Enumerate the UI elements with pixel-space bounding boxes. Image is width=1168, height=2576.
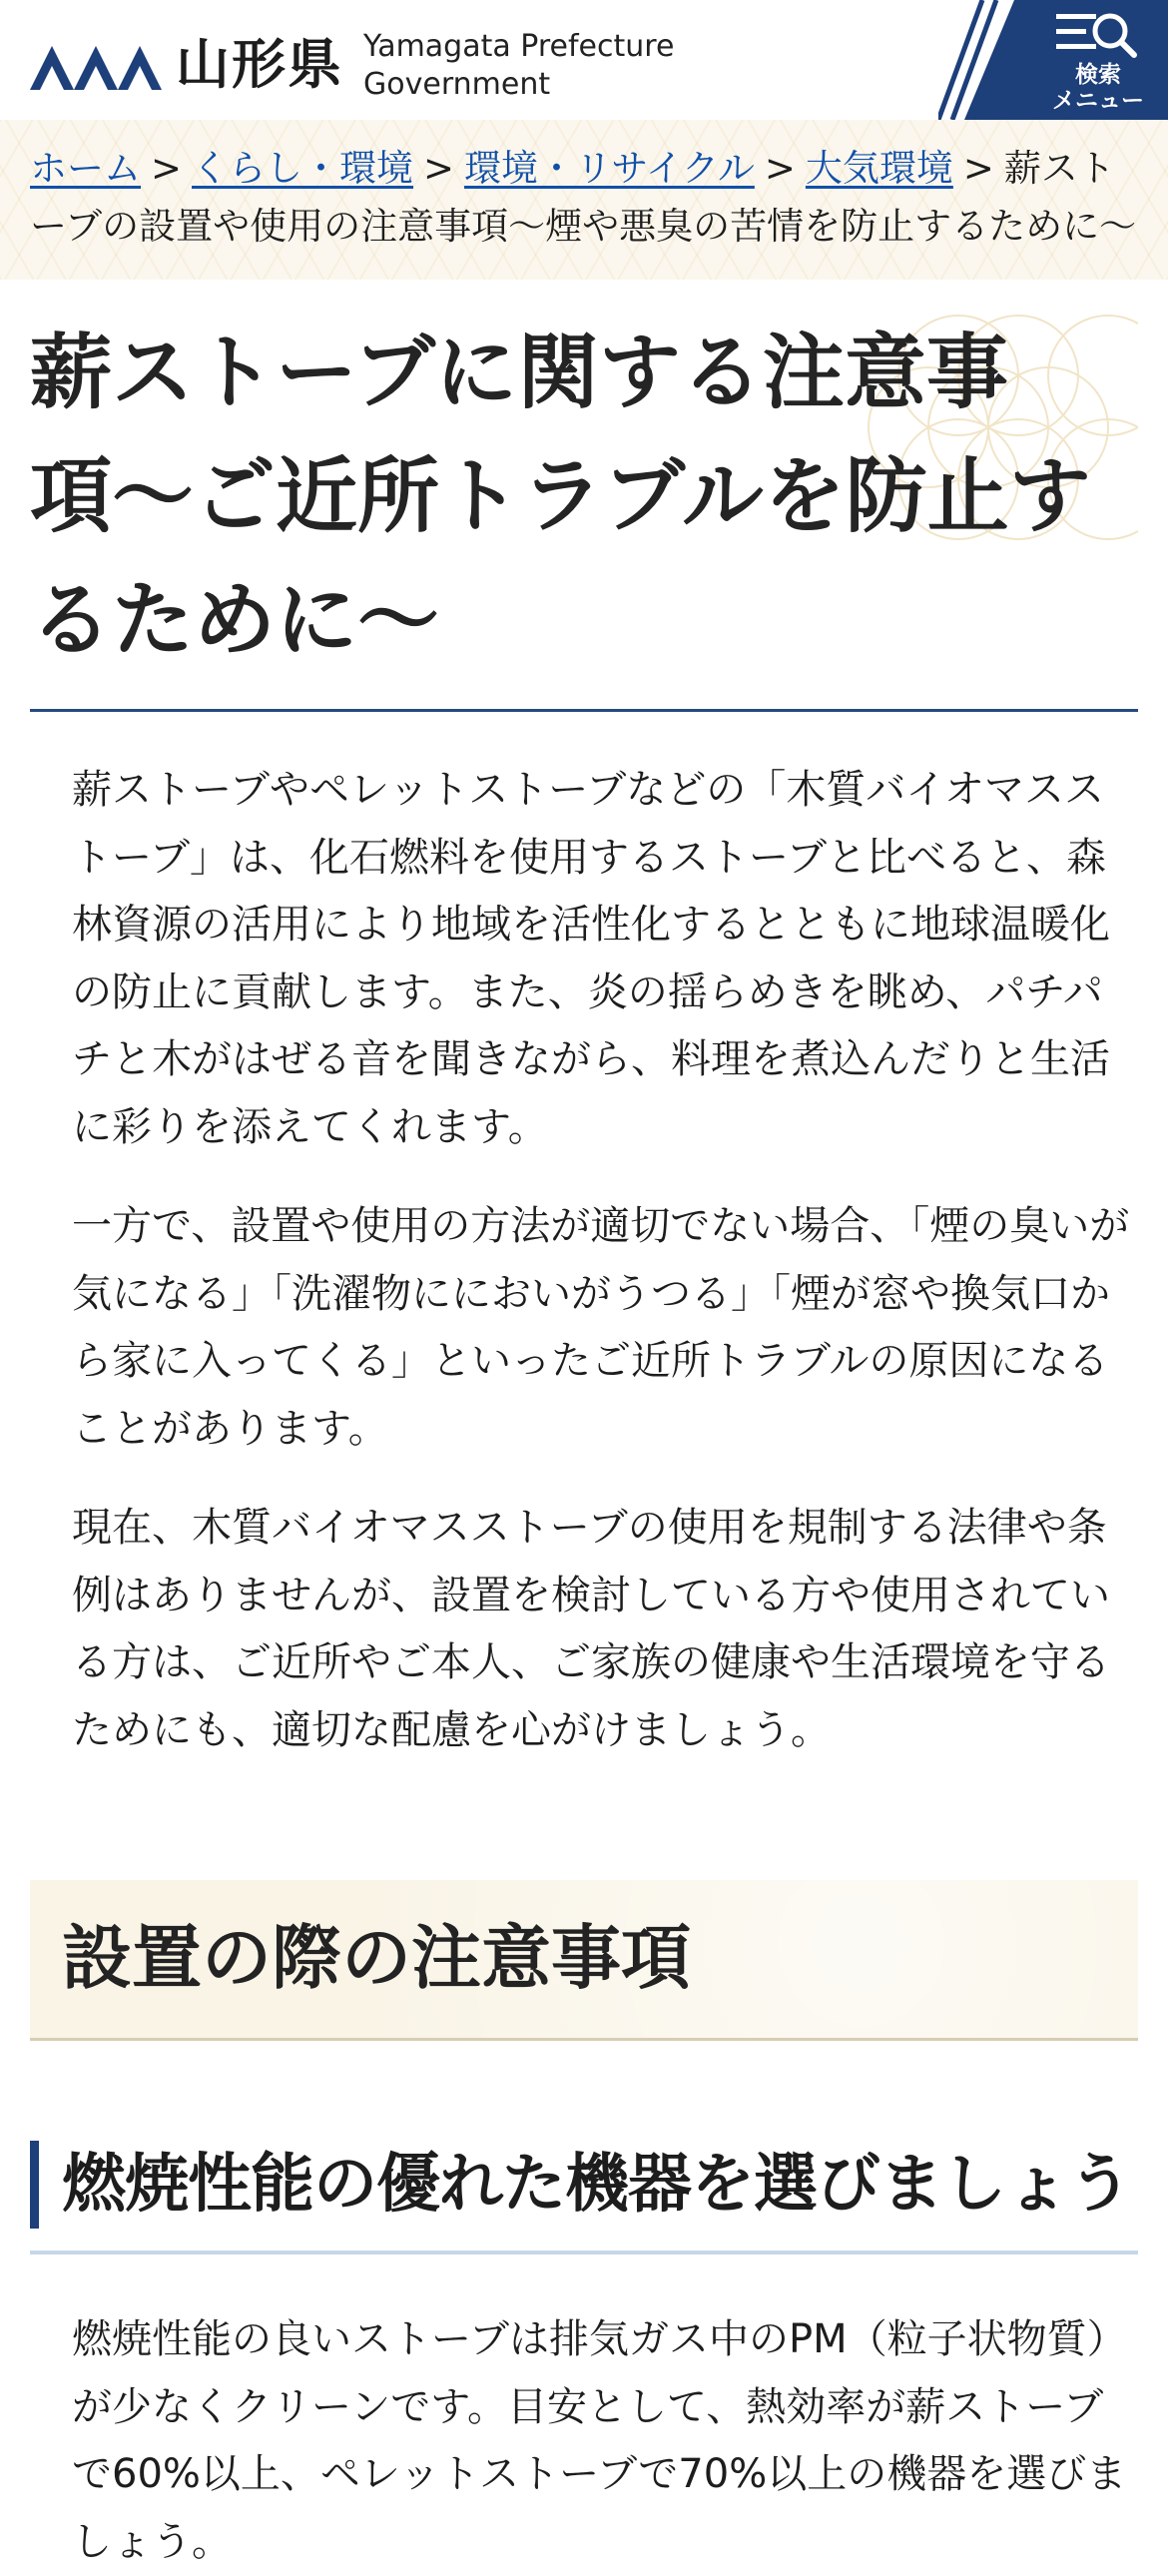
search-menu-button[interactable] [938, 0, 1168, 120]
breadcrumb-link-life-environment[interactable]: くらし・環境 [192, 147, 414, 190]
breadcrumb-link-air-environment[interactable]: 大気環境 [805, 147, 953, 190]
section-heading-block [30, 1880, 1138, 2041]
logo-japanese-name: 山形県 [176, 33, 343, 96]
logo-english-line2: Government [363, 67, 551, 102]
breadcrumb-separator: > [962, 147, 994, 190]
logo-english-line1: Yamagata Prefecture [363, 29, 675, 64]
subsection-title: 燃焼性能の優れた機器を選びましょう [62, 2148, 1131, 2222]
section-title: 設置の際の注意事項 [62, 1917, 691, 1999]
intro-paragraph-2: 一方で、設置や使用の方法が適切でない場合、「煙の臭いが気になる」「洗濯物ににおいがうつる」「煙が窓や換気口から家に入ってくる」といったご近所トラブルの原因になることがあります。 [72, 1203, 1130, 1452]
title-divider [30, 709, 1138, 712]
breadcrumb-link-environment-recycle[interactable]: 環境・リサイクル [464, 147, 755, 190]
prefecture-logo-icon [30, 40, 162, 90]
menu-label [1028, 62, 1168, 114]
breadcrumb-current: 薪ストーブの設置や使用の注意事項〜煙や悪臭の苦情を防止するために〜 [30, 147, 1137, 248]
site-header [0, 0, 1168, 120]
menu-label-line1: 検索 [1075, 62, 1121, 88]
menu-search-icon [1048, 4, 1148, 64]
subsection-heading-block [30, 2131, 1138, 2254]
breadcrumb [30, 140, 1138, 256]
subsection-paragraph: 燃焼性能の良いストーブは排気ガス中のPM（粒子状物質）が少なくクリーンです。目安として、熱効率が薪ストーブで60%以上、ペレットストーブで70%以上の機器を選びましょう。 [72, 2316, 1127, 2565]
menu-label-line2: メニュー [1052, 88, 1144, 114]
intro-paragraph-1: 薪ストーブやペレットストーブなどの「木質バイオマスストーブ」は、化石燃料を使用するストーブと比べると、森林資源の活用により地域を活性化するとともに地球温暖化の防止に貢献します。また、炎の揺らめきを眺め、パチパチと木がはぜる音を聞きながら、料理を煮込んだりと生活に彩りを添えてくれます。 [72, 767, 1110, 1150]
breadcrumb-separator: > [764, 147, 796, 190]
breadcrumb-link-home[interactable]: ホーム [30, 147, 141, 190]
intro-paragraph-3: 現在、木質バイオマスストーブの使用を規制する法律や条例はありませんが、設置を検討している方や使用されている方は、ご近所やご本人、ご家族の健康や生活環境を守るためにも、適切な配慮を心がけましょう。 [72, 1505, 1110, 1753]
subsection-accent-bar [30, 2141, 39, 2229]
breadcrumb-separator: > [151, 147, 183, 190]
logo-english-name [363, 28, 683, 104]
breadcrumb-separator: > [423, 147, 455, 190]
page-title: 薪ストーブに関する注意事項〜ご近所トラブルを防止するために〜 [30, 325, 1091, 668]
title-area [0, 300, 1168, 715]
site-logo-link[interactable] [0, 0, 699, 120]
